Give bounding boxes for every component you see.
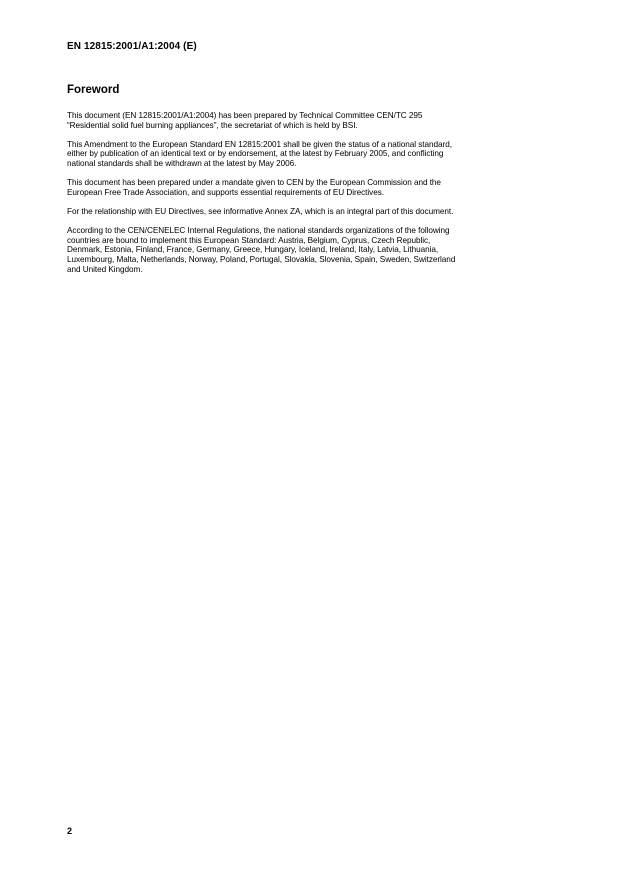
- paragraph-eu-directives: [67, 207, 552, 217]
- paragraph-line: national standards shall be withdrawn at the latest by May 2006.: [67, 158, 297, 168]
- paragraph-line: “Residential solid fuel burning appliances”, the secretariat of which is held by BSI.: [67, 120, 358, 130]
- paragraph-line: Luxembourg, Malta, Netherlands, Norway, Poland, Portugal, Slovakia, Slovenia, Spain, Sweden, Switzerland: [67, 254, 456, 264]
- paragraph-line: For the relationship with EU Directives, see informative Annex ZA, which is an integral part of this document.: [67, 206, 454, 216]
- paragraph-status: [67, 140, 552, 169]
- paragraph-line: countries are bound to implement this European Standard: Austria, Belgium, Cyprus, Czech Republic,: [67, 235, 431, 245]
- paragraph-line: and United Kingdom.: [67, 264, 143, 274]
- section-title: Foreword: [67, 84, 120, 96]
- paragraph-line: Denmark, Estonia, Finland, France, Germany, Greece, Hungary, Iceland, Ireland, Italy, Latvia, Lithuania,: [67, 245, 439, 255]
- paragraph-line: This document (EN 12815:2001/A1:2004) has been prepared by Technical Committee CEN/TC 295: [67, 111, 423, 120]
- paragraph-line: This document has been prepared under a mandate given to CEN by the European Commission and the: [67, 178, 441, 188]
- paragraph-prepared-by: [67, 111, 552, 130]
- foreword-body: [67, 111, 552, 284]
- paragraph-mandate: [67, 178, 552, 197]
- paragraph-line: European Free Trade Association, and supports essential requirements of EU Directives.: [67, 187, 384, 197]
- document-header-id: EN 12815:2001/A1:2004 (E): [67, 41, 197, 52]
- paragraph-line: either by publication of an identical text or by endorsement, at the latest by February 2005, and conflicting: [67, 149, 444, 159]
- page-number: 2: [67, 826, 73, 836]
- paragraph-countries: [67, 226, 552, 274]
- paragraph-line: This Amendment to the European Standard EN 12815:2001 shall be given the status of a national standard,: [67, 139, 452, 149]
- paragraph-line: According to the CEN/CENELEC Internal Regulations, the national standards organizations of the following: [67, 226, 450, 236]
